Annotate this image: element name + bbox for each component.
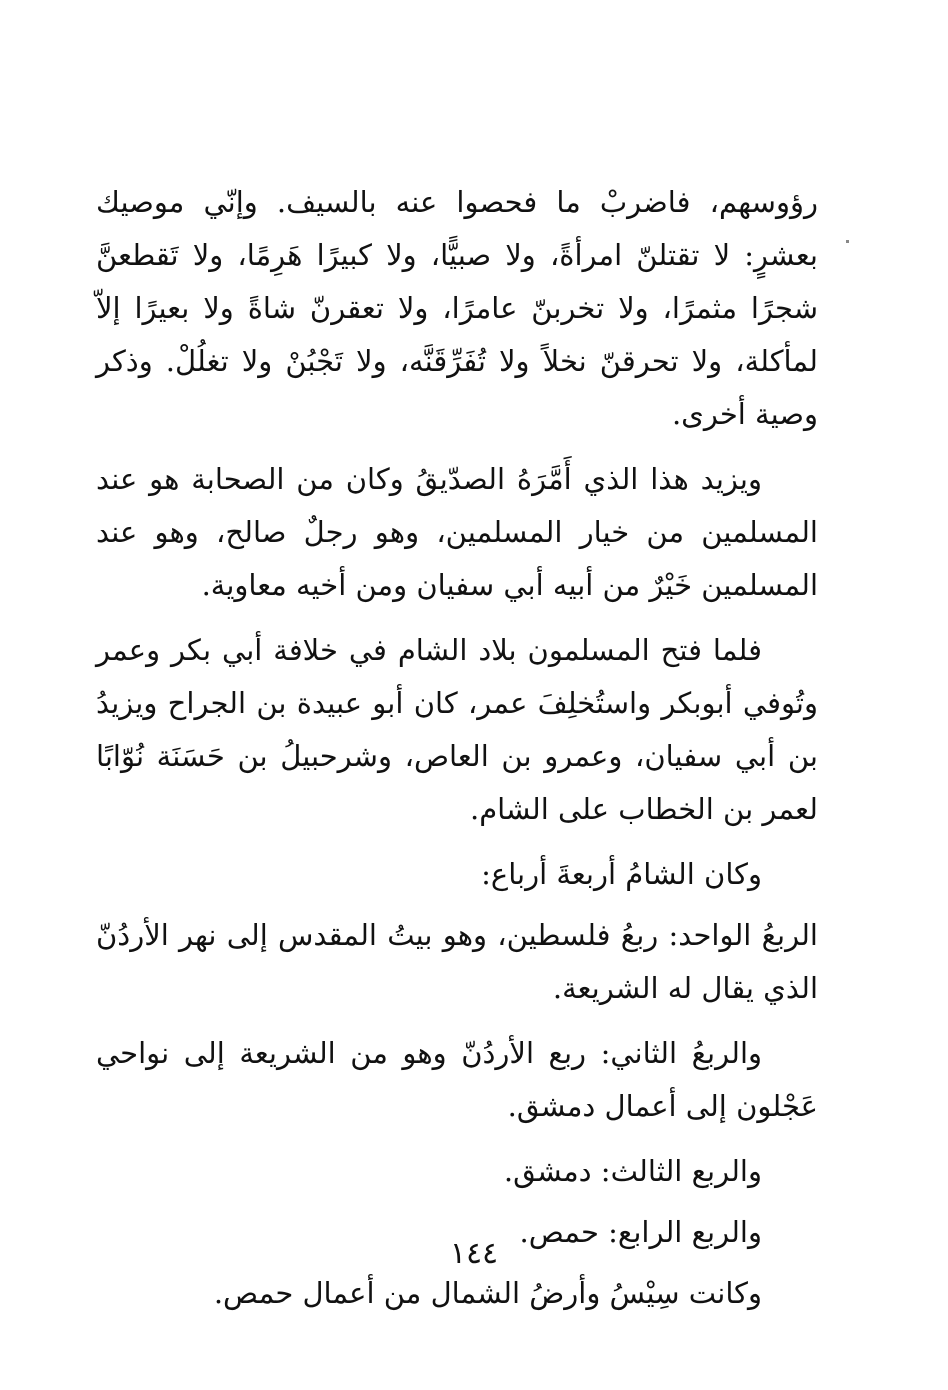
page-number: ١٤٤	[449, 1236, 499, 1271]
page-body	[96, 176, 818, 1328]
paragraph-5: الربعُ الواحد: ربعُ فلسطين، وهو بيتُ المقدس إلى نهر الأردُنّ الذي يقال له الشريعة.	[96, 918, 818, 1005]
paragraph-1: رؤوسهم، فاضربْ ما فحصوا عنه بالسيف. وإنّي موصيك بعشرٍ: لا تقتلنّ امرأةً، ولا صبيًّا، ولا كبيرًا هَرِمًا، ولا تَقطعنَّ شجرًا مثمرًا، ولا تخربنّ عامرًا، ولا تعقرنّ شاةً ولا بعيرًا إلاّ لمأكلة، ولا تحرقنّ نخلاً ولا تُفَرِّقَنَّه، ولا تَجْبُنْ ولا تغلُلْ. وذكر وصية أخرى.	[96, 185, 818, 431]
margin-dot	[846, 240, 849, 243]
paragraph-3: فلما فتح المسلمون بلاد الشام في خلافة أبي بكر وعمر وتُوفي أبوبكر واستُخلِفَ عمر، كان أبو عبيدة بن الجراح ويزيدُ بن أبي سفيان، وعمرو بن العاص، وشرحبيلُ بن حَسَنَة نُوّابًا لعمر بن الخطاب على الشام.	[96, 633, 818, 826]
paragraph-6: والربعُ الثاني: ربع الأردُنّ وهو من الشريعة إلى نواحي عَجْلون إلى أعمال دمشق.	[96, 1036, 818, 1123]
paragraph-8: والربع الرابع: حمص.	[519, 1215, 762, 1249]
paragraph-2: ويزيد هذا الذي أَمَّرَهُ الصدّيقُ وكان من الصحابة هو عند المسلمين من خيار المسلمين، وهو رجلٌ صالح، وهو عند المسلمين خَيْرٌ من أبيه أبي سفيان ومن أخيه معاوية.	[96, 462, 818, 602]
paragraph-7: والربع الثالث: دمشق.	[503, 1154, 762, 1188]
paragraph-4: وكان الشامُ أربعةَ أرباع:	[481, 857, 762, 891]
paragraph-9: وكانت سِيْسُ وأرضُ الشمال من أعمال حمص.	[213, 1276, 762, 1310]
